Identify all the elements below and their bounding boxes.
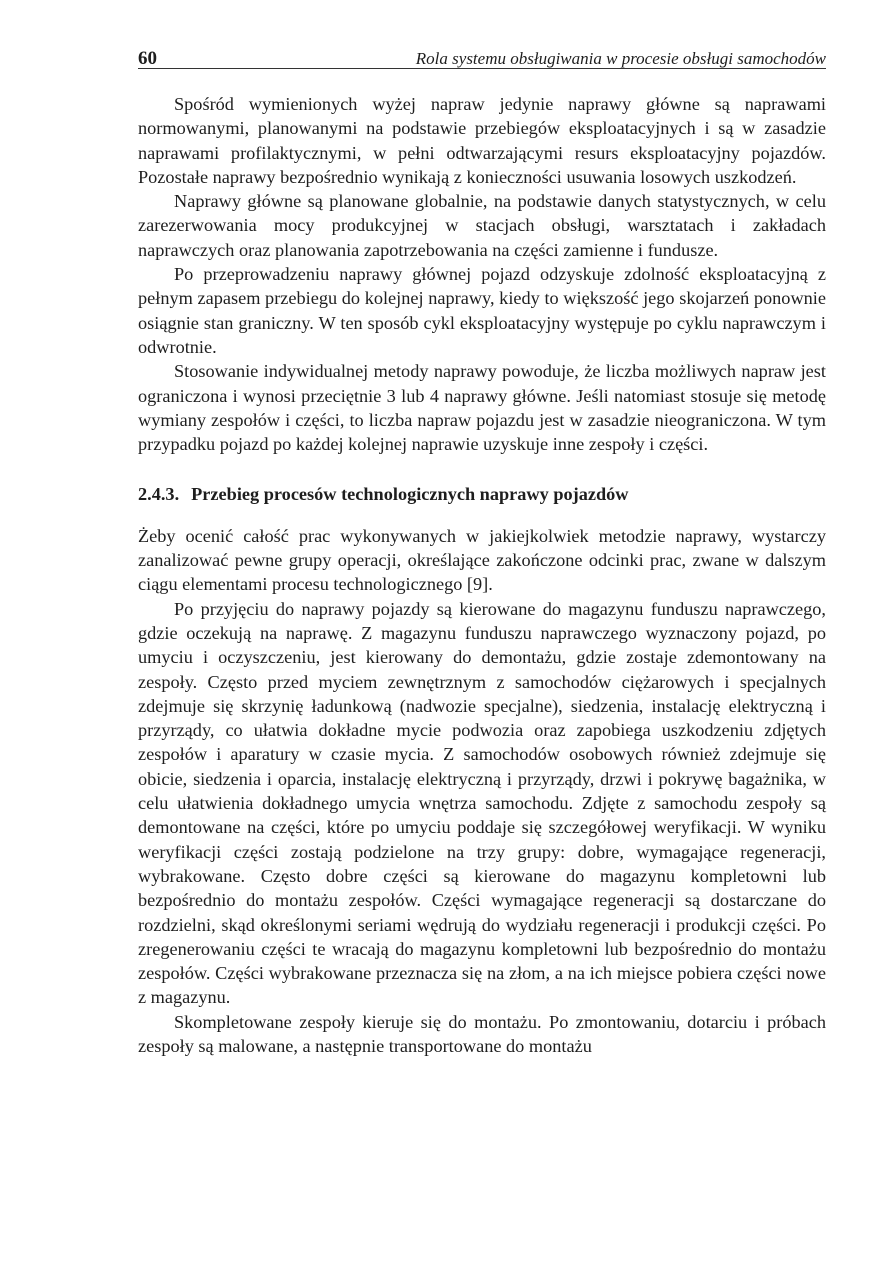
page-header xyxy=(138,40,826,69)
paragraph: Spośród wymienionych wyżej napraw jedynie naprawy główne są naprawami normowanymi, planowanymi na podstawie przebiegów eksploatacyjnych i są w zasadzie naprawami profilaktycznymi, w pełni odtwarzającymi resurs eksploatacyjny pojazdów. Pozostałe naprawy bezpośrednio wynikają z konieczności usuwania losowych uszkodzeń. xyxy=(138,94,826,187)
paragraph: Naprawy główne są planowane globalnie, na podstawie danych statystycznych, w celu zarezerwowania mocy produkcyjnej w stacjach obsługi, warsztatach i zakładach naprawczych oraz planowania zapotrzebowania na części zamienne i fundusze. xyxy=(138,191,826,260)
paragraph: Po przyjęciu do naprawy pojazdy są kierowane do magazynu funduszu naprawczego, gdzie oczekują na naprawę. Z magazynu funduszu naprawczego wyznaczony pojazd, po umyciu i oczyszczeniu, jest kierowany do demontażu, gdzie zostaje zdemontowany na zespoły. Często przed myciem zewnętrznym z samochodów ciężarowych i specjalnych zdejmuje się skrzynię ładunkową (nadwozie specjalne), siedzenia, instalację elektryczną i przyrządy, co ułatwia dokładne mycie podwozia oraz zapobiega uszkodzeniu zdjętych zespołów i aparatury w czasie mycia. Z samochodów osobowych również zdejmuje się obicie, siedzenia i oparcia, instalację elektryczną i przyrządy, drzwi i pokrywę bagażnika, w celu ułatwienia dokładnego umycia wnętrza samochodu. Zdjęte z samochodu zespoły są demontowane na części, które po umyciu poddaje się szczegółowej weryfikacji. W wyniku weryfikacji części zostają podzielone na trzy grupy: dobre, wymagające regeneracji, wybrakowane. Często dobre części są kierowane do magazynu kompletowni lub bezpośrednio do montażu zespołów. Części wymagające regeneracji są dostarczane do rozdzielni, skąd określonymi seriami wędrują do wydziału regeneracji i produkcji części. Po zregenerowaniu części te wracają do magazynu kompletowni lub bezpośrednio do montażu zespołów. Części wybrakowane przeznacza się na złom, a na ich miejsce pobiera części nowe z magazynu. xyxy=(138,598,826,1008)
section-title: Przebieg procesów technologicznych naprawy pojazdów xyxy=(191,484,629,505)
running-title: Rola systemu obsługiwania w procesie obsługi samochodów xyxy=(415,49,826,68)
section-heading xyxy=(138,482,826,506)
paragraph: Żeby ocenić całość prac wykonywanych w jakiejkolwiek metodzie naprawy, wystarczy zanalizować pewne grupy operacji, określające zakończone odcinki prac, zwane w dalszym ciągu elementami procesu technologicznego [9]. xyxy=(138,525,826,595)
paragraph: Skompletowane zespoły kieruje się do montażu. Po zmontowaniu, dotarciu i próbach zespoły są malowane, a następnie transportowane do montażu xyxy=(138,1011,826,1056)
body-text xyxy=(138,92,826,1058)
section-number: 2.4.3. xyxy=(138,484,180,505)
paragraph: Stosowanie indywidualnej metody naprawy powoduje, że liczba możliwych napraw jest ograniczona i wynosi przeciętnie 3 lub 4 naprawy główne. Jeśli natomiast stosuje się metodę wymiany zespołów i części, to liczba napraw pojazdu jest w zasadzie nieograniczona. W tym przypadku pojazd po każdej kolejnej naprawie uzyskuje inne zespoły i części. xyxy=(138,361,826,455)
paragraph: Po przeprowadzeniu naprawy głównej pojazd odzyskuje zdolność eksploatacyjną z pełnym zapasem przebiegu do kolejnej naprawy, kiedy to większość jego skojarzeń ponownie osiągnie stan graniczny. W ten sposób cykl eksploatacyjny występuje po cyklu naprawczym i odwrotnie. xyxy=(138,264,826,357)
page-number: 60 xyxy=(138,48,157,69)
